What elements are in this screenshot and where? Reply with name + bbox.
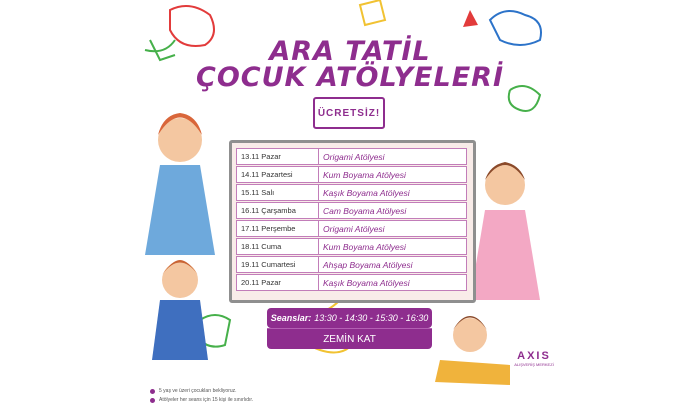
schedule-row	[236, 256, 467, 273]
note-text: 5 yaş ve üzeri çocukları bekliyoruz.	[159, 388, 237, 394]
note-text: Atölyeler her seans için 15 kişi ile sınırlıdır.	[159, 397, 254, 403]
sessions-label: Seanslar:	[270, 313, 312, 323]
schedule-row	[236, 274, 467, 291]
note-item	[150, 388, 253, 394]
schedule-workshop: Kum Boyama Atölyesi	[323, 241, 406, 252]
free-badge: ÜCRETSİZ!	[313, 97, 385, 129]
schedule-date: 13.11 Pazar	[237, 149, 319, 164]
schedule-date: 20.11 Pazar	[237, 275, 319, 290]
event-poster	[140, 0, 560, 420]
logo-mark: AXIS	[517, 350, 551, 362]
logo-subtitle: ALIŞVERİŞ MERKEZİ	[514, 362, 554, 367]
schedule-workshop: Kum Boyama Atölyesi	[323, 169, 406, 180]
schedule-row	[236, 238, 467, 255]
schedule-workshop: Origami Atölyesi	[323, 151, 385, 162]
schedule-date: 16.11 Çarşamba	[237, 203, 319, 218]
schedule-row	[236, 184, 467, 201]
schedule-row	[236, 166, 467, 183]
schedule-workshop: Kaşık Boyama Atölyesi	[323, 187, 410, 198]
schedule-date: 15.11 Salı	[237, 185, 319, 200]
title-line-1: ARA TATİL	[269, 36, 431, 67]
note-item	[150, 397, 253, 403]
sessions-times: 13:30 - 14:30 - 15:30 - 16:30	[314, 313, 429, 323]
schedule-workshop: Cam Boyama Atölyesi	[323, 205, 407, 216]
axis-logo	[510, 350, 558, 367]
bullet-icon	[150, 398, 155, 403]
schedule-row	[236, 202, 467, 219]
schedule-workshop: Ahşap Boyama Atölyesi	[323, 259, 413, 270]
schedule-board	[229, 140, 476, 303]
schedule-date: 17.11 Perşembe	[237, 221, 319, 236]
title-line-2: ÇOCUK ATÖLYELERİ	[196, 62, 504, 93]
schedule-row	[236, 220, 467, 237]
schedule-workshop: Origami Atölyesi	[323, 223, 385, 234]
schedule-date: 19.11 Cumartesi	[237, 257, 319, 272]
schedule-workshop: Kaşık Boyama Atölyesi	[323, 277, 410, 288]
schedule-row	[236, 148, 467, 165]
schedule-date: 14.11 Pazartesi	[237, 167, 319, 182]
bullet-icon	[150, 389, 155, 394]
notes	[150, 388, 253, 406]
schedule-date: 18.11 Cuma	[237, 239, 319, 254]
floor-label: ZEMİN KAT	[267, 328, 432, 349]
sessions-bar	[267, 308, 432, 328]
